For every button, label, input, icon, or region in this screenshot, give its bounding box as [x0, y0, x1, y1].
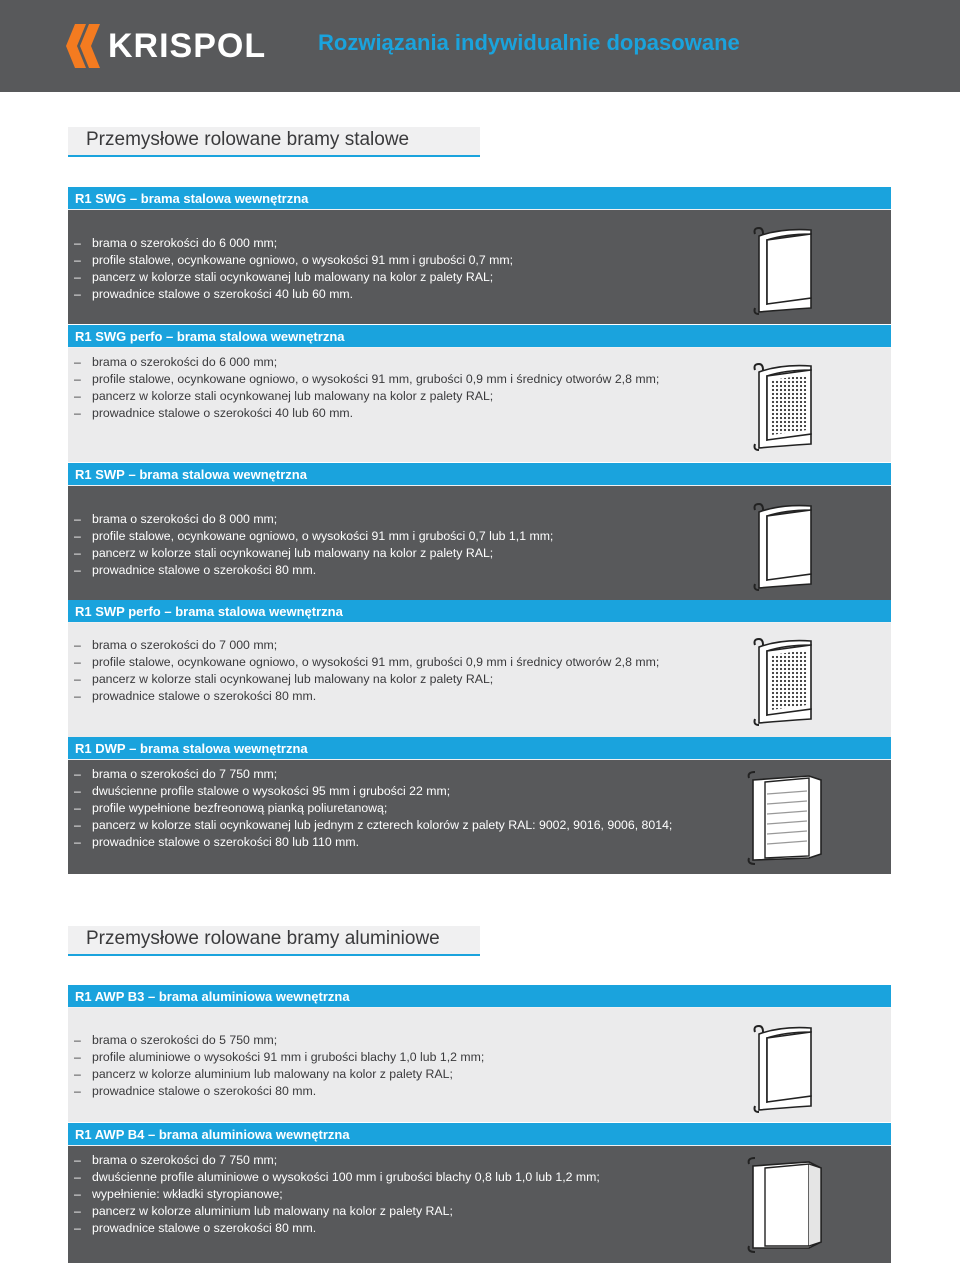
feature-item: – pancerz w kolorze stali ocynkowanej lub malowany na kolor z palety RAL;: [74, 671, 674, 688]
plain-steel-slat-icon: [751, 224, 821, 316]
product-r1-swp: [68, 463, 891, 577]
krispol-logo[interactable]: [66, 23, 266, 69]
feature-item: – brama o szerokości do 6 000 mm;: [74, 354, 674, 371]
feature-item: – profile wypełnione bezfreonową pianką poliuretanową;: [74, 800, 674, 817]
feature-item: – prowadnice stalowe o szerokości 80 mm.: [74, 1083, 674, 1100]
product-body: [68, 486, 891, 600]
feature-list: [74, 637, 674, 705]
feature-item: – dwuścienne profile aluminiowe o wysokości 100 mm i grubości blachy 0,8 lub 1,0 lub 1,2 mm;: [74, 1169, 674, 1186]
product-body: [68, 210, 891, 324]
product-header: [68, 600, 891, 623]
feature-item: – pancerz w kolorze stali ocynkowanej lub malowany na kolor z palety RAL;: [74, 545, 674, 562]
product-heading: R1 SWG perfo – brama stalowa wewnętrzna: [75, 329, 345, 344]
double-wall-aluminium-slat-icon: [745, 1156, 827, 1254]
section-title-text: Przemysłowe rolowane bramy stalowe: [86, 129, 410, 150]
page-title: Rozwiązania indywidualnie dopasowane: [318, 30, 740, 55]
product-r1-swg-perfo: [68, 325, 891, 420]
product-header: [68, 463, 891, 486]
feature-list: [74, 235, 674, 303]
product-r1-swg: [68, 187, 891, 301]
feature-item: – profile stalowe, ocynkowane ogniowo, o wysokości 91 mm i grubości 0,7 lub 1,1 mm;: [74, 528, 674, 545]
feature-item: – brama o szerokości do 6 000 mm;: [74, 235, 674, 252]
feature-item: – brama o szerokości do 7 750 mm;: [74, 766, 674, 783]
product-body: [68, 623, 891, 737]
feature-item: – pancerz w kolorze stali ocynkowanej lub malowany na kolor z palety RAL;: [74, 269, 674, 286]
feature-item: – dwuścienne profile stalowe o wysokości 95 mm i grubości 22 mm;: [74, 783, 674, 800]
product-heading: R1 AWP B3 – brama aluminiowa wewnętrzna: [75, 989, 350, 1004]
product-r1-swp-perfo: [68, 600, 891, 703]
perforated-steel-slat-icon: [751, 635, 821, 727]
product-body: [68, 1008, 891, 1122]
feature-item: – pancerz w kolorze aluminium lub malowany na kolor z palety RAL;: [74, 1066, 674, 1083]
product-header: [68, 985, 891, 1008]
feature-list: [74, 511, 674, 579]
product-header: [68, 187, 891, 210]
section-title-steel: [68, 127, 480, 157]
product-heading: R1 SWG – brama stalowa wewnętrzna: [75, 191, 309, 206]
perforated-steel-slat-icon: [751, 360, 821, 452]
product-header: [68, 1123, 891, 1146]
feature-list: [74, 1032, 674, 1100]
product-r1-awp-b4: [68, 1123, 891, 1235]
feature-list: [74, 766, 674, 851]
feature-list: [74, 1152, 674, 1237]
logo-wordmark: KRISPOL: [108, 26, 267, 65]
feature-item: – profile aluminiowe o wysokości 91 mm i grubości blachy 1,0 lub 1,2 mm;: [74, 1049, 674, 1066]
product-heading: R1 DWP – brama stalowa wewnętrzna: [75, 741, 308, 756]
feature-item: – brama o szerokości do 5 750 mm;: [74, 1032, 674, 1049]
feature-item: – profile stalowe, ocynkowane ogniowo, o wysokości 91 mm, grubości 0,9 mm i średnicy otworów 2,8 mm;: [74, 371, 674, 388]
feature-item: – profile stalowe, ocynkowane ogniowo, o wysokości 91 mm, grubości 0,9 mm i średnicy otworów 2,8 mm;: [74, 654, 674, 671]
plain-steel-slat-icon: [751, 500, 821, 592]
aluminium-slat-icon: [751, 1022, 821, 1114]
product-heading: R1 SWP perfo – brama stalowa wewnętrzna: [75, 604, 343, 619]
product-header: [68, 737, 891, 760]
feature-item: – pancerz w kolorze stali ocynkowanej lub jednym z czterech kolorów z palety RAL: 9002, 9016, 9006, 8014;: [74, 817, 674, 834]
feature-item: – pancerz w kolorze aluminium lub malowany na kolor z palety RAL;: [74, 1203, 674, 1220]
feature-list: [74, 354, 674, 422]
section-title-text: Przemysłowe rolowane bramy aluminiowe: [86, 928, 440, 949]
feature-item: – prowadnice stalowe o szerokości 40 lub 60 mm.: [74, 286, 674, 303]
feature-item: – prowadnice stalowe o szerokości 80 mm.: [74, 688, 674, 705]
krispol-k-icon: [66, 24, 102, 68]
product-header: [68, 325, 891, 348]
feature-item: – brama o szerokości do 7 000 mm;: [74, 637, 674, 654]
feature-item: – brama o szerokości do 7 750 mm;: [74, 1152, 674, 1169]
product-body: [68, 348, 891, 462]
feature-item: – prowadnice stalowe o szerokości 80 mm.: [74, 1220, 674, 1237]
feature-item: – prowadnice stalowe o szerokości 80 mm.: [74, 562, 674, 579]
feature-item: – prowadnice stalowe o szerokości 80 lub 110 mm.: [74, 834, 674, 851]
page-header: [0, 0, 960, 92]
insulated-steel-slat-icon: [745, 770, 827, 866]
product-r1-awp-b3: [68, 985, 891, 1098]
product-body: [68, 760, 891, 874]
product-r1-dwp: [68, 737, 891, 849]
feature-item: – pancerz w kolorze stali ocynkowanej lub malowany na kolor z palety RAL;: [74, 388, 674, 405]
feature-item: – profile stalowe, ocynkowane ogniowo, o wysokości 91 mm i grubości 0,7 mm;: [74, 252, 674, 269]
feature-item: – wypełnienie: wkładki styropianowe;: [74, 1186, 674, 1203]
product-heading: R1 SWP – brama stalowa wewnętrzna: [75, 467, 307, 482]
section-title-aluminium: [68, 926, 480, 956]
feature-item: – brama o szerokości do 8 000 mm;: [74, 511, 674, 528]
feature-item: – prowadnice stalowe o szerokości 40 lub 60 mm.: [74, 405, 674, 422]
product-heading: R1 AWP B4 – brama aluminiowa wewnętrzna: [75, 1127, 350, 1142]
product-body: [68, 1146, 891, 1263]
